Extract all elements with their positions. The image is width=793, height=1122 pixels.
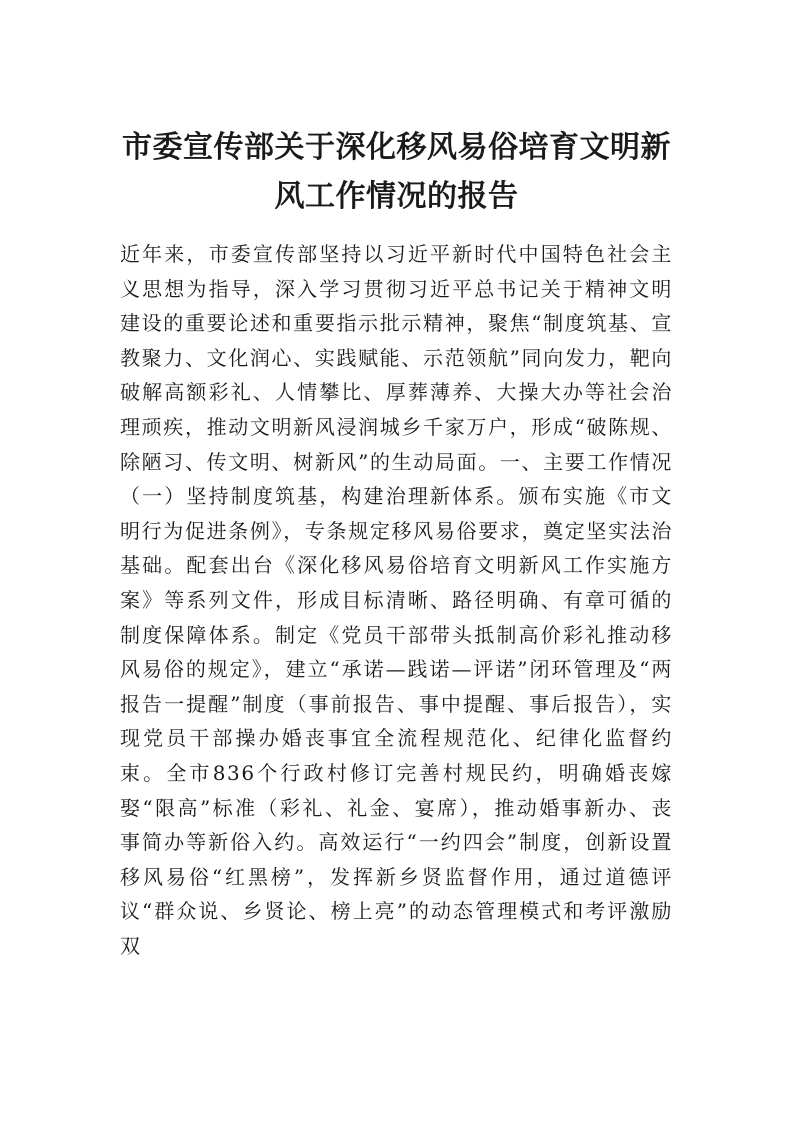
document-body-paragraph: 近年来，市委宣传部坚持以习近平新时代中国特色社会主义思想为指导，深入学习贯彻习近平总书记关于精神文明建设的重要论述和重要指示批示精神，聚焦“制度筑基、宣教聚力、文化润心、实践赋能、示范领航”同向发力，靶向破解高额彩礼、人情攀比、厚葬薄养、大操大办等社会治理顽疾，推动文明新风浸润城乡千家万户，形成“破陈规、除陋习、传文明、树新风”的生动局面。一、主要工作情况（一）坚持制度筑基，构建治理新体系。颁布实施《市文明行为促进条例》，专条规定移风易俗要求，奠定坚实法治基础。配套出台《深化移风易俗培育文明新风工作实施方案》等系列文件，形成目标清晰、路径明确、有章可循的制度保障体系。制定《党员干部带头抵制高价彩礼推动移风易俗的规定》，建立“承诺—践诺—评诺”闭环管理及“两报告一提醒”制度（事前报告、事中提醒、事后报告），实现党员干部操办婚丧事宜全流程规范化、纪律化监督约束。全市836个行政村修订完善村规民约，明确婚丧嫁娶“限高”标准（彩礼、礼金、宴席），推动婚事新办、丧事简办等新俗入约。高效运行“一约四会”制度，创新设置移风易俗“红黑榜”，发挥新乡贤监督作用，通过道德评议“群众说、乡贤论、榜上亮”的动态管理模式和考评激励双: [120, 242, 673, 958]
document-title: 市委宣传部关于深化移风易俗培育文明新风工作情况的报告: [122, 130, 671, 214]
